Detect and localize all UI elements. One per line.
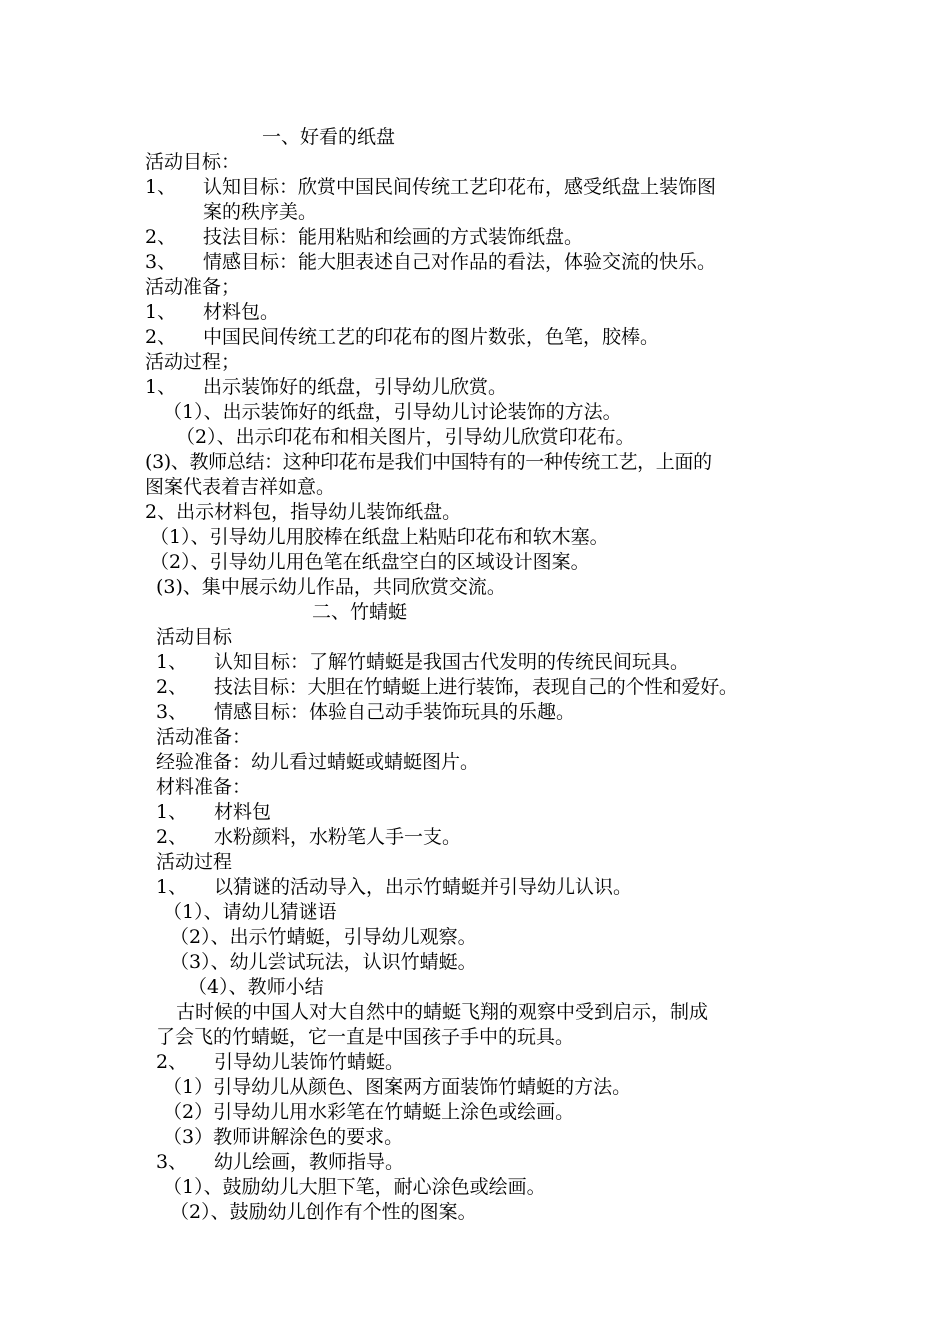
process-substep: （2）、鼓励幼儿创作有个性的图案。 — [170, 1201, 477, 1223]
goal-text: 技法目标：大胆在竹蜻蜓上进行装饰，表现自己的个性和爱好。 — [214, 676, 738, 698]
material-heading: 材料准备： — [156, 776, 252, 798]
goal-number: 1、 — [145, 176, 177, 198]
goal-text: 情感目标：体验自己动手装饰玩具的乐趣。 — [214, 701, 576, 723]
goal-number: 3、 — [145, 251, 177, 273]
section1-prep-heading: 活动准备； — [145, 276, 241, 298]
process-substep: （1）、请幼儿猜谜语 — [163, 901, 337, 923]
process-step-text: 出示装饰好的纸盘，引导幼儿欣赏。 — [203, 376, 508, 398]
summary-text: 古时候的中国人对大自然中的蜻蜓飞翔的观察中受到启示，制成 — [176, 1001, 709, 1023]
summary-text-continued: 了会飞的竹蜻蜓，它一直是中国孩子手中的玩具。 — [156, 1026, 575, 1048]
material-number: 1、 — [156, 801, 188, 823]
goal-text-continued: 案的秩序美。 — [203, 201, 318, 223]
section1-process-heading: 活动过程； — [145, 351, 241, 373]
process-step-number: 2、 — [156, 1051, 188, 1073]
process-substep: (3)、教师总结：这种印花布是我们中国特有的一种传统工艺，上面的 — [145, 451, 712, 473]
prep-number: 1、 — [145, 301, 177, 323]
goal-number: 1、 — [156, 651, 188, 673]
experience-prep: 经验准备：幼儿看过蜻蜓或蜻蜓图片。 — [156, 751, 480, 773]
section2-title: 二、竹蜻蜓 — [312, 601, 408, 623]
goal-text: 技法目标：能用粘贴和绘画的方式装饰纸盘。 — [203, 226, 584, 248]
process-substep: （3）、幼儿尝试玩法，认识竹蜻蜓。 — [170, 951, 477, 973]
goal-number: 2、 — [145, 226, 177, 248]
prep-text: 中国民间传统工艺的印花布的图片数张，色笔，胶棒。 — [203, 326, 660, 348]
process-substep: （4）、教师小结 — [188, 976, 324, 998]
prep-number: 2、 — [145, 326, 177, 348]
process-substep: （3）教师讲解涂色的要求。 — [163, 1126, 404, 1148]
material-number: 2、 — [156, 826, 188, 848]
material-text: 水粉颜料，水粉笔人手一支。 — [214, 826, 462, 848]
process-substep: （1）、引导幼儿用胶棒在纸盘上粘贴印花布和软木塞。 — [150, 526, 609, 548]
material-text: 材料包 — [214, 801, 272, 823]
section2-goals-heading: 活动目标 — [156, 626, 233, 648]
section1-title: 一、好看的纸盘 — [262, 126, 396, 148]
process-step-text: 幼儿绘画，教师指导。 — [214, 1151, 405, 1173]
section1-goals-heading: 活动目标： — [145, 151, 241, 173]
goal-text: 认知目标：欣赏中国民间传统工艺印花布，感受纸盘上装饰图 — [203, 176, 717, 198]
process-substep: （1）引导幼儿从颜色、图案两方面装饰竹蜻蜓的方法。 — [163, 1076, 632, 1098]
goal-number: 2、 — [156, 676, 188, 698]
process-step-number: 3、 — [156, 1151, 188, 1173]
process-step-number: 1、 — [156, 876, 188, 898]
process-substep-continued: 图案代表着吉祥如意。 — [145, 476, 336, 498]
process-step-number: 1、 — [145, 376, 177, 398]
goal-text: 情感目标：能大胆表述自己对作品的看法，体验交流的快乐。 — [203, 251, 717, 273]
process-substep: （2）、出示印花布和相关图片，引导幼儿欣赏印花布。 — [176, 426, 635, 448]
process-step: 2、出示材料包，指导幼儿装饰纸盘。 — [145, 501, 462, 523]
prep-text: 材料包。 — [203, 301, 280, 323]
process-step-text: 以猜谜的活动导入，出示竹蜻蜓并引导幼儿认识。 — [214, 876, 633, 898]
goal-number: 3、 — [156, 701, 188, 723]
process-substep: (3)、集中展示幼儿作品，共同欣赏交流。 — [156, 576, 506, 598]
process-substep: （2）、引导幼儿用色笔在纸盘空白的区域设计图案。 — [150, 551, 590, 573]
section2-prep-heading: 活动准备： — [156, 726, 252, 748]
process-substep: （2）引导幼儿用水彩笔在竹蜻蜓上涂色或绘画。 — [163, 1101, 575, 1123]
process-substep: （1）、出示装饰好的纸盘，引导幼儿讨论装饰的方法。 — [163, 401, 622, 423]
process-substep: （2）、出示竹蜻蜓，引导幼儿观察。 — [170, 926, 477, 948]
process-step-text: 引导幼儿装饰竹蜻蜓。 — [214, 1051, 405, 1073]
section2-process-heading: 活动过程 — [156, 851, 233, 873]
process-substep: （1）、鼓励幼儿大胆下笔，耐心涂色或绘画。 — [163, 1176, 546, 1198]
goal-text: 认知目标：了解竹蜻蜓是我国古代发明的传统民间玩具。 — [214, 651, 690, 673]
